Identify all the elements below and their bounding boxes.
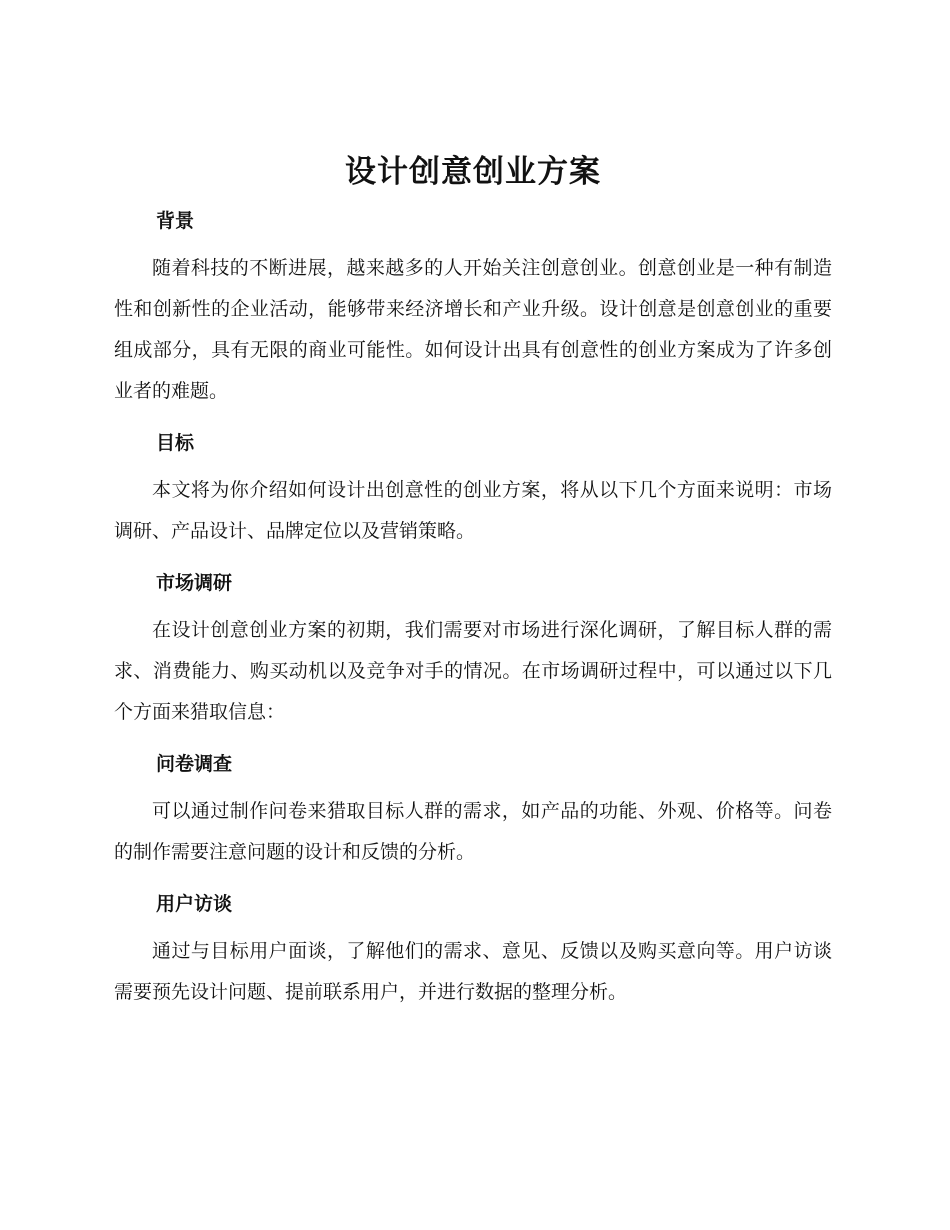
section-market-research [114, 570, 832, 733]
section-heading: 目标 [156, 432, 195, 454]
section-heading: 问卷调查 [156, 753, 233, 775]
section-paragraph: 在设计创意创业方案的初期，我们需要对市场进行深化调研，了解目标人群的需求、消费能力、购买动机以及竞争对手的情况。在市场调研过程中，可以通过以下几个方面来猎取信息： [114, 619, 832, 723]
document-title: 设计创意创业方案 [345, 154, 601, 190]
section-background [114, 208, 832, 412]
section-heading: 用户访谈 [156, 893, 233, 915]
section-paragraph: 本文将为你介绍如何设计出创意性的创业方案，将从以下几个方面来说明：市场调研、产品设计、品牌定位以及营销策略。 [114, 479, 832, 542]
section-heading: 背景 [156, 210, 195, 232]
section-goal [114, 430, 832, 552]
section-questionnaire [114, 751, 832, 873]
section-user-interview [114, 891, 832, 1013]
section-paragraph: 随着科技的不断进展，越来越多的人开始关注创意创业。创意创业是一种有制造性和创新性的企业活动，能够带来经济增长和产业升级。设计创意是创意创业的重要组成部分，具有无限的商业可能性。如何设计出具有创意性的创业方案成为了许多创业者的难题。 [114, 257, 832, 402]
section-paragraph: 可以通过制作问卷来猎取目标人群的需求，如产品的功能、外观、价格等。问卷的制作需要注意问题的设计和反馈的分析。 [114, 800, 832, 863]
section-paragraph: 通过与目标用户面谈，了解他们的需求、意见、反馈以及购买意向等。用户访谈需要预先设计问题、提前联系用户，并进行数据的整理分析。 [114, 940, 832, 1003]
document-body [114, 150, 832, 1031]
section-heading: 市场调研 [156, 572, 233, 594]
